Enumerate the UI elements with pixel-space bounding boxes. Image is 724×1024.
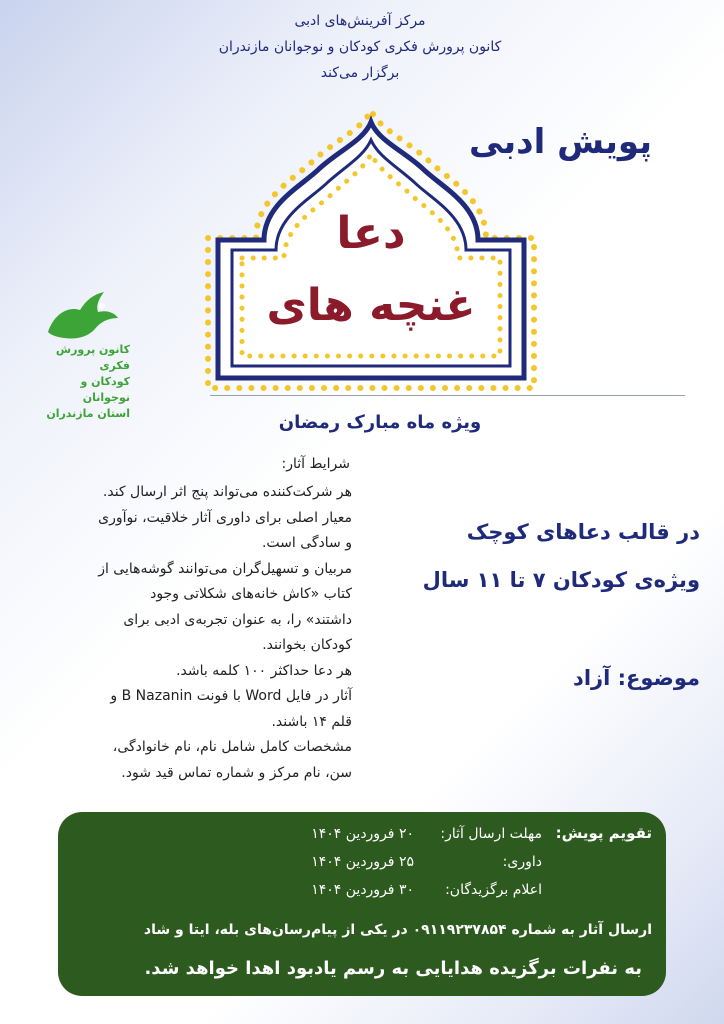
condition-line: مربیان و تسهیل‌گران می‌توانند گوشه‌هایی از — [98, 560, 352, 577]
organizer-line-1: مرکز آفرینش‌های ادبی — [294, 13, 426, 29]
submission-info: ارسال آثار به شماره ۰۹۱۱۹۲۳۷۸۵۴ در یکی از پیام‌رسان‌های بله، ایتا و شاد — [143, 922, 652, 938]
calendar-row-value: ۲۰ فروردین ۱۴۰۴ — [311, 826, 414, 842]
horizontal-divider — [210, 395, 685, 396]
emblem-title-line-1: دعا — [336, 208, 406, 259]
logo-caption-line-3: استان مازندران — [46, 407, 130, 420]
logo-caption-line-2: کودکان و نوجوانان — [80, 375, 130, 404]
calendar-row — [162, 826, 542, 846]
conditions-title: شرایط آثار: — [281, 456, 350, 472]
organizer-line-2: کانون پرورش فکری کودکان و نوجوانان مازندران — [218, 39, 502, 55]
condition-line: سن، نام مرکز و شماره تماس قید شود. — [121, 764, 352, 781]
condition-line: و سادگی است. — [261, 535, 352, 551]
calendar-row-label: مهلت ارسال آثار: — [440, 826, 542, 842]
calendar-row — [162, 854, 542, 874]
condition-line: معیار اصلی برای داوری آثار خلاقیت، نوآوری — [98, 509, 352, 526]
ramadan-subtitle: ویژه ماه مبارک رمضان — [278, 412, 482, 433]
calendar-row-value: ۳۰ فروردین ۱۴۰۴ — [311, 882, 414, 898]
condition-line: هر شرکت‌کننده می‌تواند پنج اثر ارسال کند. — [102, 484, 352, 500]
condition-line: قلم ۱۴ باشند. — [271, 713, 352, 730]
calendar-title: تقویم پویش: — [555, 824, 652, 842]
format-line-2: ویژه‌ی کودکان ۷ تا ۱۱ سال — [422, 568, 700, 592]
condition-line: هر دعا حداکثر ۱۰۰ کلمه باشد. — [176, 662, 352, 679]
logo-caption — [30, 342, 130, 422]
calendar-row-value: ۲۵ فروردین ۱۴۰۴ — [311, 854, 414, 870]
prize-notice: به نفرات برگزیده هدایایی به رسم یادبود اهدا خواهد شد. — [144, 958, 642, 979]
conditions-list — [30, 480, 352, 786]
campaign-title: پویش ادبی — [468, 122, 652, 162]
condition-line: کودکان بخوانند. — [262, 637, 352, 653]
condition-line: مشخصات کامل شامل نام، نام خانوادگی، — [112, 739, 352, 755]
calendar-panel — [58, 812, 666, 996]
calendar-row-label: داوری: — [502, 854, 542, 870]
calendar-row — [162, 882, 542, 902]
calendar-row-label: اعلام برگزیدگان: — [445, 882, 542, 898]
emblem-title-line-2: غنچه های — [266, 280, 476, 331]
topic-label: موضوع: آزاد — [573, 666, 700, 690]
condition-line: کتاب «کاش خانه‌های شکلاتی وجود — [150, 586, 352, 602]
organizer-header — [150, 8, 570, 86]
format-line-1: در قالب دعاهای کوچک — [466, 520, 700, 544]
condition-line: داشتند» را، به عنوان تجربه‌ی ادبی برای — [123, 611, 352, 628]
logo-caption-line-1: کانون پرورش فکری — [55, 343, 130, 372]
condition-line: آثار در فایل Word با فونت B Nazanin و — [110, 688, 352, 704]
organizer-line-3: برگزار می‌کند — [320, 65, 400, 81]
